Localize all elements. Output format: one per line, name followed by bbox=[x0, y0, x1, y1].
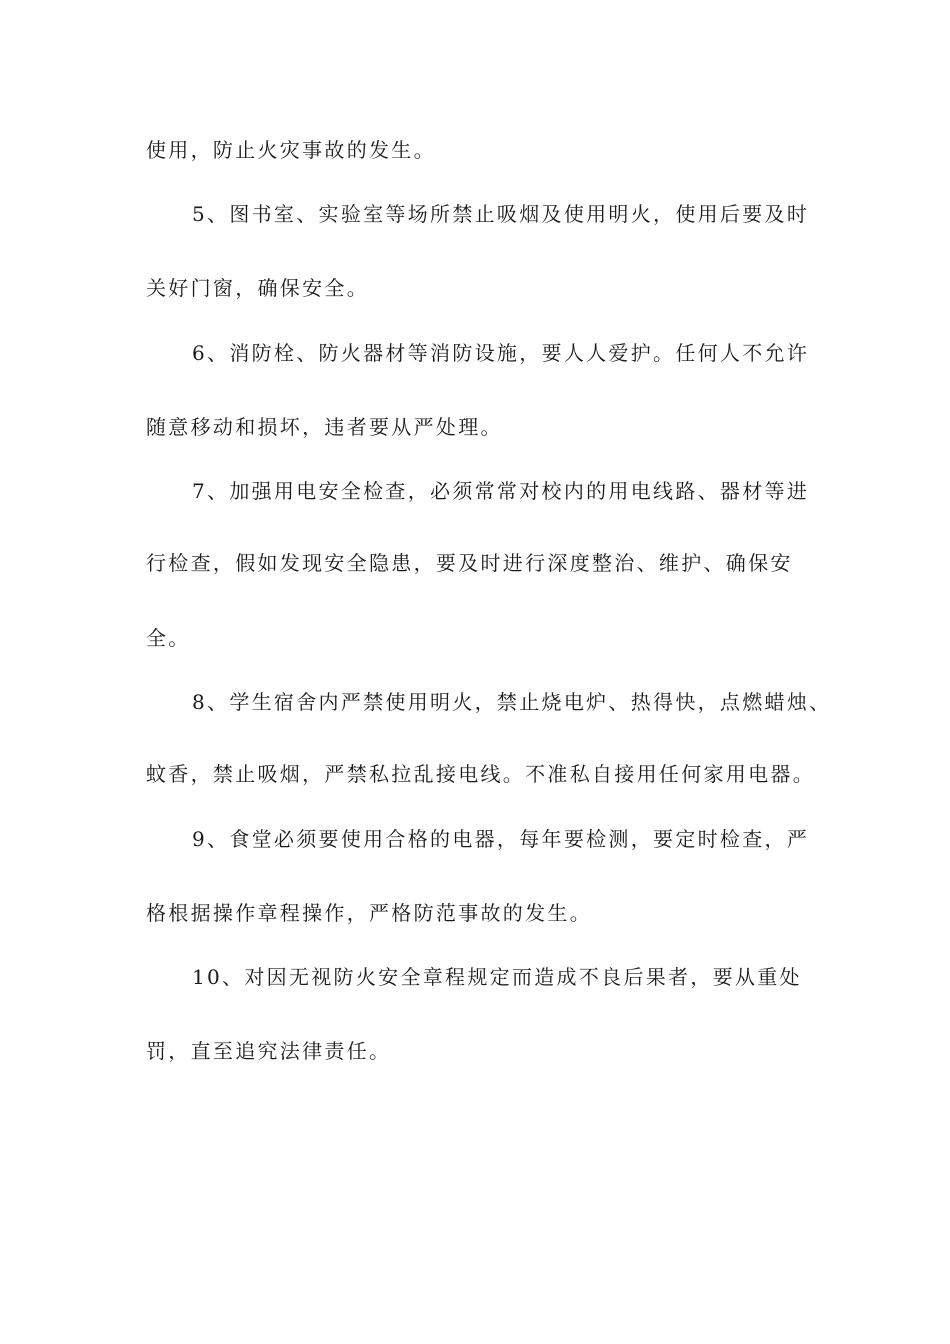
text-line-10: 蚊香，禁止吸烟，严禁私拉乱接电线。不准私自接用任何家用电器。 bbox=[146, 762, 815, 786]
text-line-2: 5、图书室、实验室等场所禁止吸烟及使用明火，使用后要及时 bbox=[192, 202, 810, 226]
text-line-14: 罚，直至追究法律责任。 bbox=[146, 1039, 392, 1063]
text-line-4: 6、消防栓、防火器材等消防设施，要人人爱护。任何人不允许 bbox=[192, 341, 810, 365]
text-line-12: 格根据操作章程操作，严格防范事故的发生。 bbox=[146, 901, 592, 925]
text-line-3: 关好门窗，确保安全。 bbox=[146, 276, 369, 300]
text-line-13: 10、对因无视防火安全章程规定而造成不良后果者，要从重处 bbox=[192, 965, 802, 989]
text-line-9: 8、学生宿舍内严禁使用明火，禁止烧电炉、热得快，点燃蜡烛、 bbox=[192, 690, 832, 714]
text-line-1: 使用，防止火灾事故的发生。 bbox=[146, 138, 436, 162]
text-line-8: 全。 bbox=[146, 626, 191, 650]
text-line-5: 随意移动和损坏，违者要从严处理。 bbox=[146, 415, 503, 439]
text-line-6: 7、加强用电安全检查，必须常常对校内的用电线路、器材等进 bbox=[192, 479, 810, 503]
text-line-7: 行检查，假如发现安全隐患，要及时进行深度整治、维护、确保安 bbox=[146, 551, 793, 575]
text-line-11: 9、食堂必须要使用合格的电器，每年要检测，要定时检查，严 bbox=[192, 827, 810, 851]
